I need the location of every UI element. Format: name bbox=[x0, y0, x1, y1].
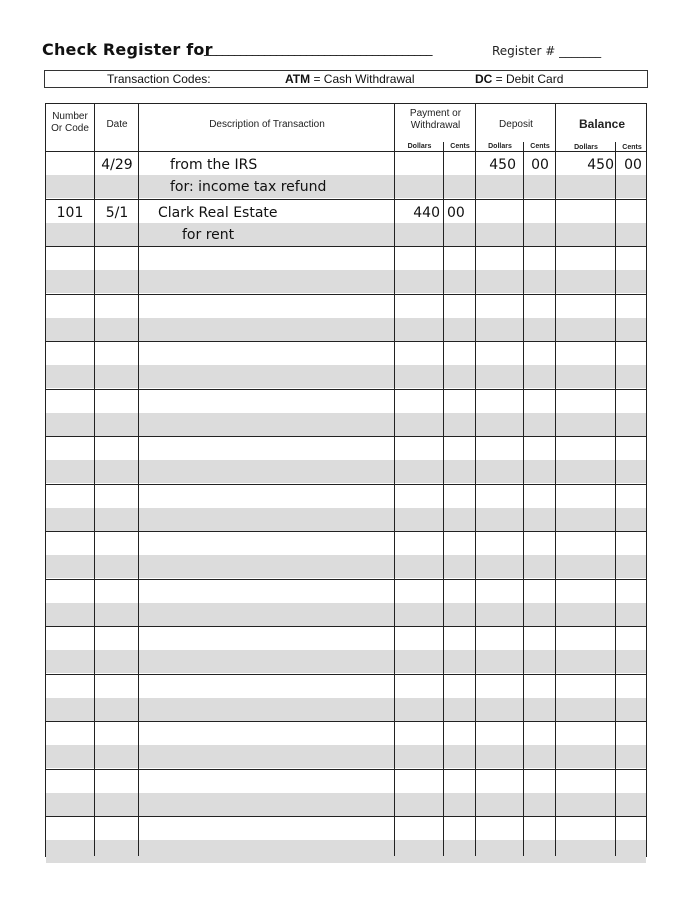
col-divider bbox=[475, 104, 476, 856]
cell-description-memo[interactable]: for: income tax refund bbox=[170, 179, 327, 195]
col-header-payment: Payment or Withdrawal bbox=[409, 108, 462, 131]
table-row[interactable] bbox=[46, 721, 646, 769]
cell-deposit-cents[interactable]: 00 bbox=[531, 157, 549, 173]
subheader-bal-cents: Cents bbox=[622, 144, 642, 151]
subheader-bal-dollars: Dollars bbox=[574, 144, 598, 151]
subheader-pay-dollars: Dollars bbox=[407, 143, 432, 150]
col-header-description: Description of Transaction bbox=[209, 119, 325, 130]
table-row[interactable] bbox=[46, 199, 646, 247]
col-divider bbox=[523, 142, 524, 856]
table-row[interactable] bbox=[46, 246, 646, 294]
code-atm: ATM = Cash Withdrawal bbox=[285, 72, 415, 86]
table-row[interactable] bbox=[46, 579, 646, 627]
row-shade bbox=[46, 365, 646, 388]
table-row[interactable] bbox=[46, 484, 646, 532]
page-title: Check Register for bbox=[42, 40, 213, 59]
cell-date[interactable]: 4/29 bbox=[101, 157, 133, 173]
transaction-codes-box bbox=[44, 70, 648, 88]
table-row[interactable] bbox=[46, 674, 646, 722]
table-row[interactable] bbox=[46, 389, 646, 437]
col-header-balance: Balance bbox=[578, 117, 626, 131]
codes-label: Transaction Codes: bbox=[107, 72, 211, 86]
row-shade bbox=[46, 223, 646, 246]
col-divider bbox=[94, 104, 95, 856]
row-shade bbox=[46, 270, 646, 293]
row-shade bbox=[46, 555, 646, 578]
row-shade bbox=[46, 413, 646, 436]
table-row[interactable] bbox=[46, 294, 646, 342]
cell-payment-cents[interactable]: 00 bbox=[447, 204, 465, 221]
row-shade bbox=[46, 745, 646, 768]
table-row[interactable] bbox=[46, 626, 646, 674]
cell-description[interactable]: Clark Real Estate bbox=[158, 204, 278, 221]
subheader-dep-dollars: Dollars bbox=[488, 143, 512, 150]
row-shade bbox=[46, 793, 646, 816]
register-table bbox=[45, 103, 647, 857]
cell-payment-dollars[interactable]: 440 bbox=[413, 204, 440, 221]
row-shade bbox=[46, 840, 646, 863]
cell-description-memo[interactable]: for rent bbox=[182, 226, 235, 243]
table-row[interactable] bbox=[46, 436, 646, 484]
col-header-number: Number Or Code bbox=[51, 111, 89, 134]
cell-deposit-dollars[interactable]: 450 bbox=[489, 157, 516, 173]
code-dc: DC = Debit Card bbox=[475, 72, 564, 86]
row-shade bbox=[46, 508, 646, 531]
cell-balance-dollars[interactable]: 450 bbox=[587, 157, 614, 173]
subheader-pay-cents: Cents bbox=[450, 143, 470, 150]
cell-balance-cents[interactable]: 00 bbox=[624, 157, 642, 173]
cell-number[interactable]: 101 bbox=[56, 204, 84, 221]
cell-date[interactable]: 5/1 bbox=[105, 204, 129, 221]
col-header-date: Date bbox=[106, 119, 128, 130]
col-divider bbox=[394, 104, 395, 856]
col-divider bbox=[138, 104, 139, 856]
row-shade bbox=[46, 698, 646, 721]
row-shade bbox=[46, 175, 646, 198]
subheader-dep-cents: Cents bbox=[530, 143, 550, 150]
table-row[interactable] bbox=[46, 341, 646, 389]
row-shade bbox=[46, 650, 646, 673]
title-row bbox=[42, 40, 662, 64]
account-name-field[interactable]: ______________________________________ bbox=[204, 42, 432, 57]
table-row[interactable] bbox=[46, 151, 646, 199]
table-row[interactable] bbox=[46, 531, 646, 579]
table-row[interactable] bbox=[46, 816, 646, 864]
row-shade bbox=[46, 603, 646, 626]
col-header-deposit: Deposit bbox=[499, 119, 533, 130]
col-divider bbox=[615, 142, 616, 856]
cell-description[interactable]: from the IRS bbox=[170, 157, 258, 173]
col-divider bbox=[555, 104, 556, 856]
table-row[interactable] bbox=[46, 769, 646, 817]
row-shade bbox=[46, 460, 646, 483]
col-divider bbox=[443, 142, 444, 856]
register-number-field[interactable]: Register # _______ bbox=[492, 44, 602, 58]
row-shade bbox=[46, 318, 646, 341]
